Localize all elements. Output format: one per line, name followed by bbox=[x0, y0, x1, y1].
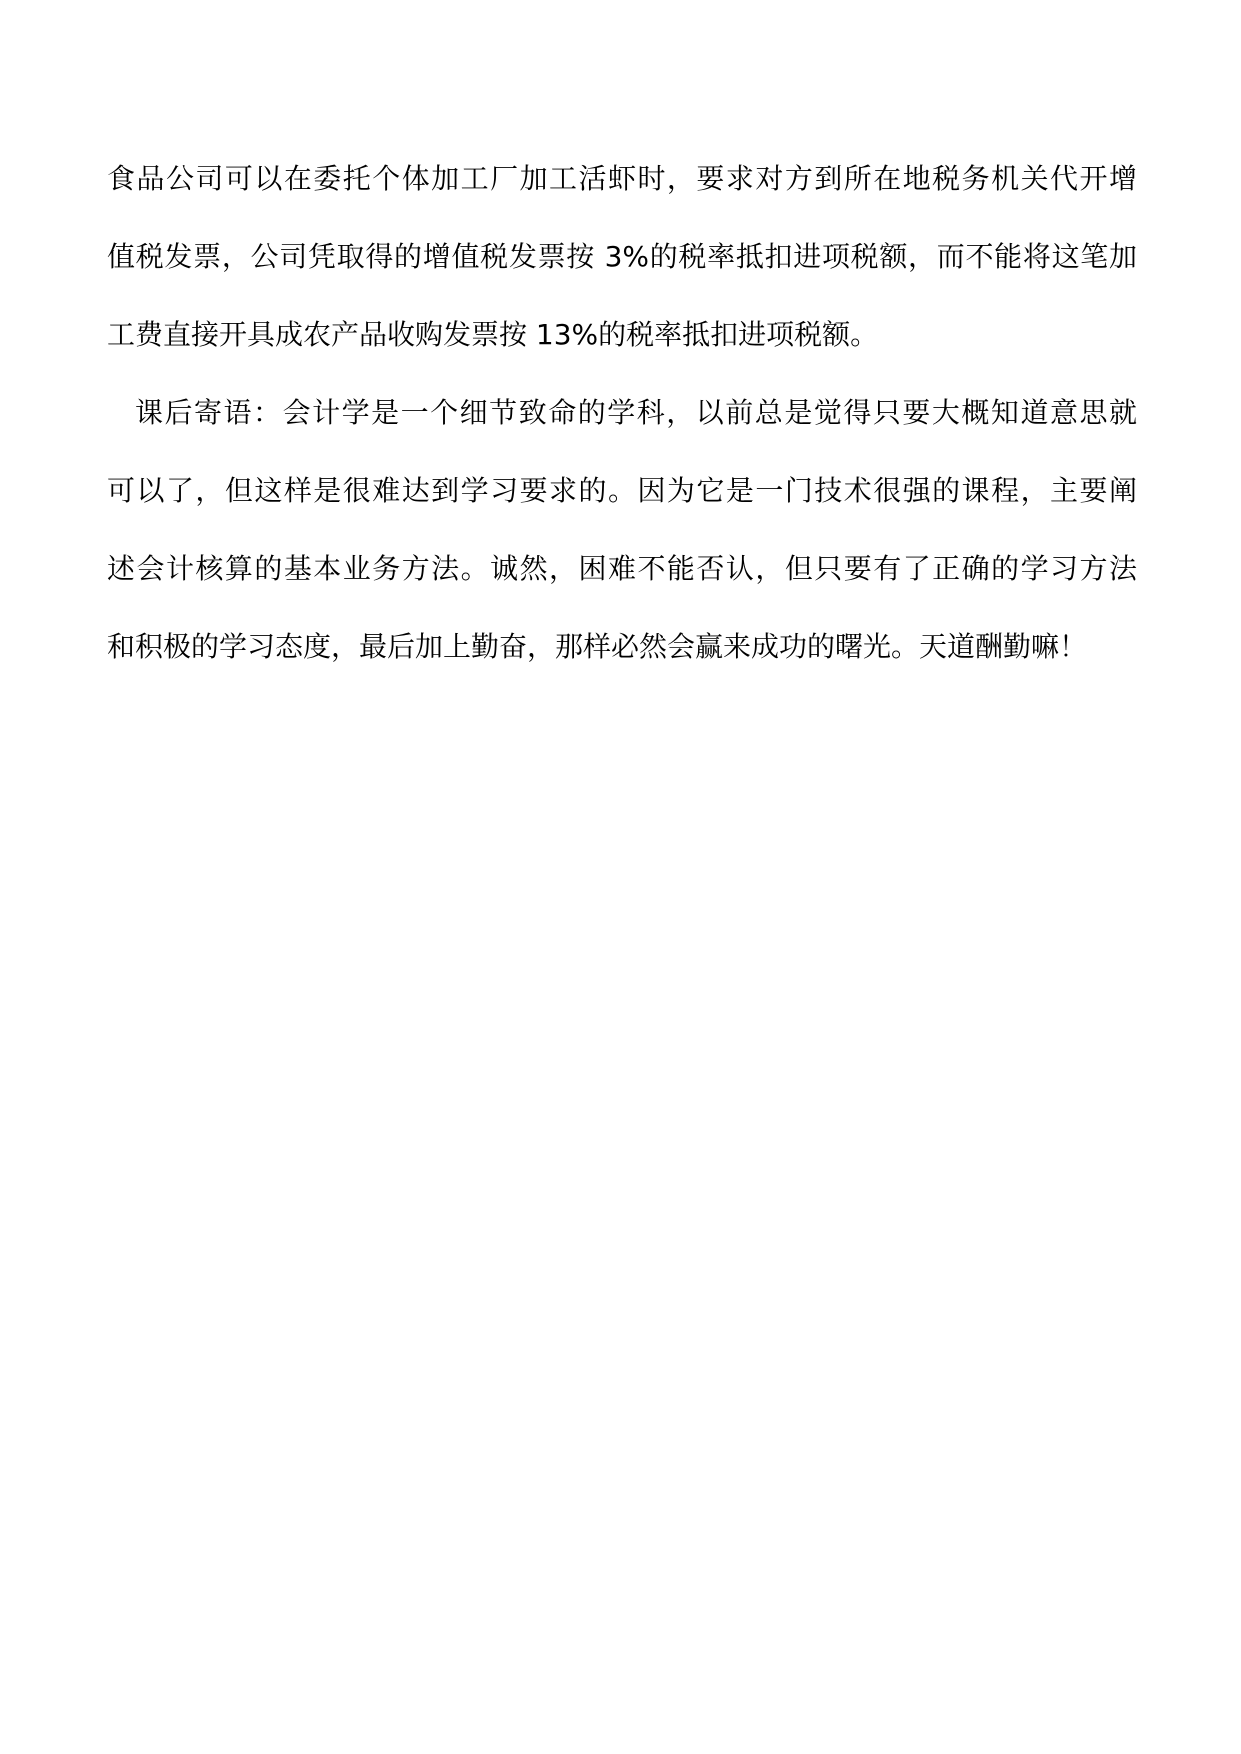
text-line: 食品公司可以在委托个体加工厂加工活虾时，要求对方到所在地税务机关代开增 bbox=[107, 162, 1137, 195]
text-line: 和积极的学习态度，最后加上勤奋，那样必然会赢来成功的曙光。天道酬勤嘛！ bbox=[107, 630, 1088, 663]
text-line: 值税发票，公司凭取得的增值税发票按 3%的税率抵扣进项税额，而不能将这笔加 bbox=[107, 240, 1137, 273]
text-line: 课后寄语：会计学是一个细节致命的学科，以前总是觉得只要大概知道意思就 bbox=[135, 396, 1137, 429]
text-line: 可以了，但这样是很难达到学习要求的。因为它是一门技术很强的课程，主要阐 bbox=[107, 474, 1137, 507]
paragraph-closing-remarks bbox=[107, 394, 1137, 706]
text-line: 述会计核算的基本业务方法。诚然，困难不能否认，但只要有了正确的学习方法 bbox=[107, 552, 1137, 585]
paragraph-vat-invoice bbox=[107, 160, 1137, 394]
document-body bbox=[107, 160, 1137, 706]
text-line: 工费直接开具成农产品收购发票按 13%的税率抵扣进项税额。 bbox=[107, 318, 879, 351]
